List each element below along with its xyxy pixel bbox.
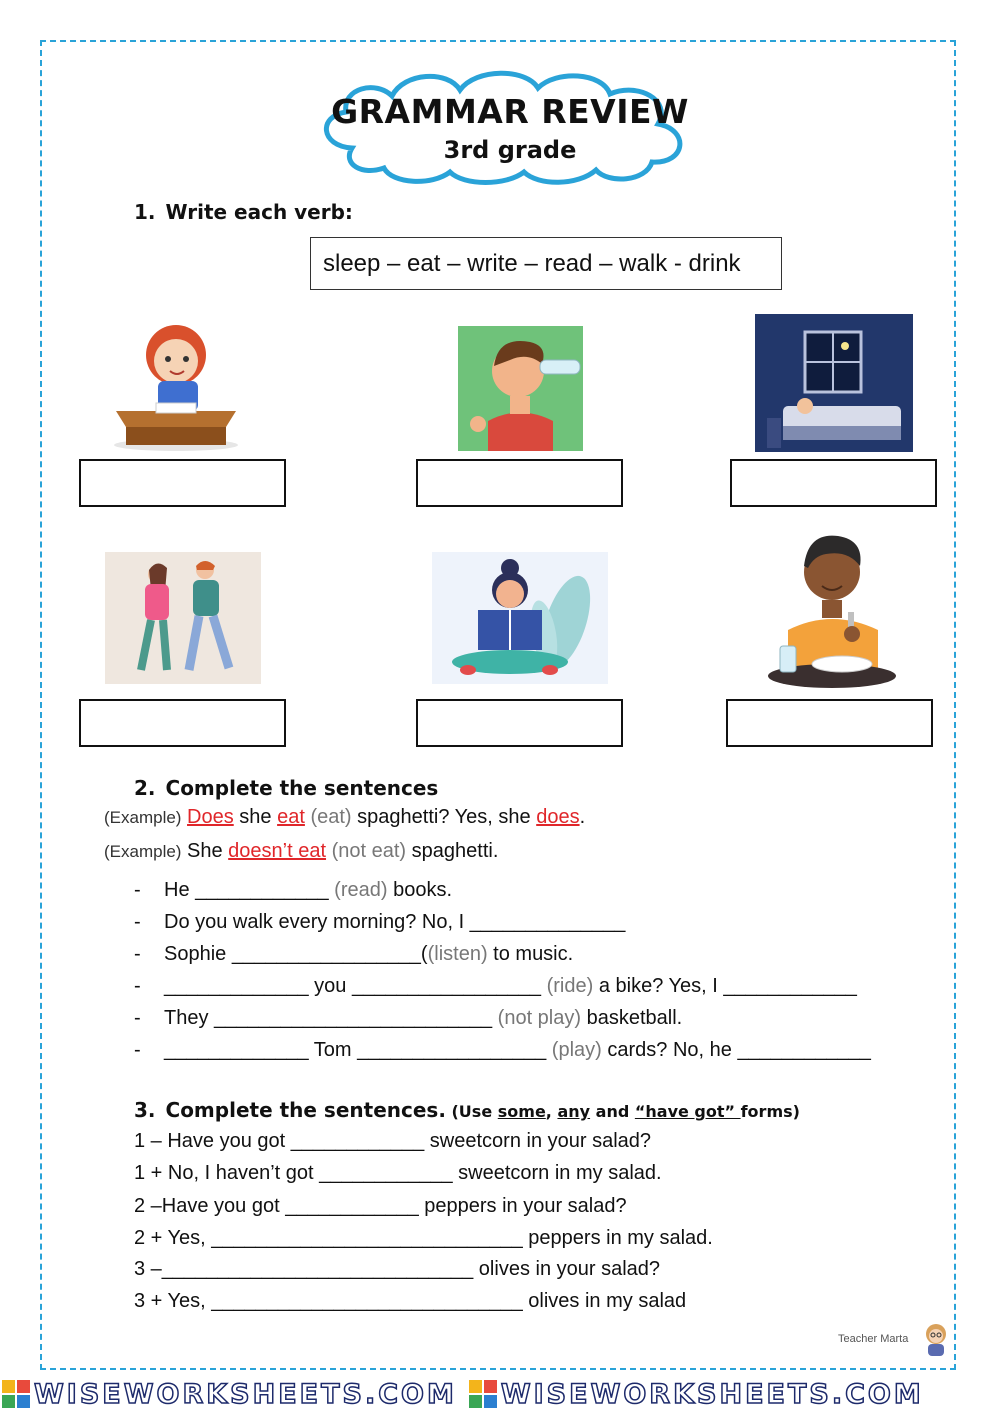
example-text: spaghetti. — [411, 840, 499, 862]
page-subtitle: 3rd grade — [443, 136, 577, 164]
boy-eating-picture — [768, 526, 898, 690]
girl-writing-picture — [106, 315, 246, 455]
bullet: - — [134, 975, 141, 997]
sentence-text: basketball. — [581, 1007, 683, 1029]
verb-hint: (listen) — [427, 943, 488, 965]
wiseworksheets-logo-icon — [469, 1380, 497, 1408]
sentence-text: to music. — [487, 943, 574, 965]
section-1-number: 1. — [134, 200, 156, 224]
example-answer-eat: eat — [277, 806, 305, 828]
section-3-note: (Use — [445, 1102, 498, 1121]
wiseworksheets-logo-icon — [2, 1380, 30, 1408]
note-have-got: “have got” — [634, 1102, 741, 1121]
example-text: spaghetti? Yes, she — [357, 806, 537, 828]
section-2-title: Complete the sentences — [165, 776, 439, 800]
person-sleeping-picture — [755, 314, 913, 452]
answer-box-1[interactable] — [79, 459, 286, 507]
sentence-line-1 — [134, 879, 452, 902]
verb-hint: (ride) — [546, 975, 594, 997]
sentence-line-2 — [134, 911, 625, 934]
section-1-title: Write each verb: — [165, 200, 353, 224]
example-tag: (Example) — [104, 842, 182, 861]
sentence-line-5 — [134, 1007, 682, 1030]
example-2 — [104, 840, 498, 863]
salad-line-5: 3 –____________________________ olives in your salad? — [134, 1258, 661, 1280]
salad-line-4: 2 + Yes, ____________________________ peppers in my salad. — [134, 1227, 713, 1249]
example-hint: (not eat) — [326, 840, 412, 862]
section-2-number: 2. — [134, 776, 156, 800]
bullet: - — [134, 1039, 141, 1061]
sentence-text: books. — [387, 879, 452, 901]
salad-line-6: 3 + Yes, ____________________________ olives in my salad — [134, 1290, 687, 1312]
note-any: any — [557, 1102, 591, 1121]
bullet: - — [134, 879, 141, 901]
bullet: - — [134, 911, 141, 933]
section-3-title: Complete the sentences. — [165, 1098, 446, 1122]
sentence-line-3 — [134, 943, 573, 966]
bullet: - — [134, 1007, 141, 1029]
verb-word-bank: sleep – eat – write – read – walk - drink — [310, 237, 782, 290]
example-hint: (eat) — [304, 806, 358, 828]
sentence-text: Do you walk every morning? No, I ______________ — [164, 911, 626, 933]
page-title: GRAMMAR REVIEW — [331, 92, 689, 131]
sentence-text: They _________________________ — [164, 1007, 498, 1029]
bullet: - — [134, 943, 141, 965]
example-text: She — [181, 840, 229, 862]
footer-brand: WISEWORKSHEETS.COM — [500, 1378, 924, 1410]
section-3-note: forms) — [740, 1102, 800, 1121]
sentence-text: a bike? Yes, I ____________ — [593, 975, 857, 997]
salad-line-3: 2 –Have you got ____________ peppers in your salad? — [134, 1195, 627, 1217]
boy-drinking-picture — [458, 326, 583, 451]
sentence-line-4 — [134, 975, 857, 998]
teacher-credit: Teacher Marta — [838, 1333, 909, 1345]
teacher-avatar-icon — [916, 1318, 956, 1358]
note-some: some — [497, 1102, 546, 1121]
sentence-line-6 — [134, 1039, 871, 1062]
verb-hint: (play) — [551, 1039, 602, 1061]
sentence-text: He ____________ — [164, 879, 335, 901]
example-tag: (Example) — [104, 808, 182, 827]
sentence-text: _____________ Tom _________________ — [164, 1039, 552, 1061]
example-answer-does-short: does — [536, 806, 580, 828]
example-answer-doesnt-eat: doesn’t eat — [228, 840, 327, 862]
section-3-heading — [134, 1098, 800, 1122]
salad-line-1: 1 – Have you got ____________ sweetcorn in your salad? — [134, 1130, 652, 1152]
answer-box-2[interactable] — [416, 459, 623, 507]
girl-reading-picture — [432, 552, 608, 684]
sentence-text: cards? No, he ____________ — [601, 1039, 871, 1061]
example-text: she — [233, 806, 278, 828]
verb-hint: (read) — [334, 879, 388, 901]
section-1-heading — [134, 200, 353, 224]
answer-box-5[interactable] — [416, 699, 623, 747]
example-1 — [104, 806, 585, 829]
section-2-heading — [134, 776, 438, 800]
verb-hint: (not play) — [497, 1007, 582, 1029]
salad-line-2: 1 + No, I haven’t got ____________ sweetcorn in my salad. — [134, 1162, 662, 1184]
section-3-number: 3. — [134, 1098, 156, 1122]
footer-brand: WISEWORKSHEETS.COM — [34, 1378, 457, 1410]
example-answer-does: Does — [187, 806, 234, 828]
answer-box-4[interactable] — [79, 699, 286, 747]
couple-walking-picture — [105, 552, 261, 684]
answer-box-3[interactable] — [730, 459, 937, 507]
sentence-text: Sophie _________________( — [164, 943, 428, 965]
answer-box-6[interactable] — [726, 699, 933, 747]
section-3-note: and — [590, 1102, 635, 1121]
sentence-text: _____________ you _________________ — [164, 975, 547, 997]
footer-watermark — [0, 1378, 1000, 1410]
example-period: . — [579, 806, 586, 828]
section-3-note: , — [545, 1102, 558, 1121]
